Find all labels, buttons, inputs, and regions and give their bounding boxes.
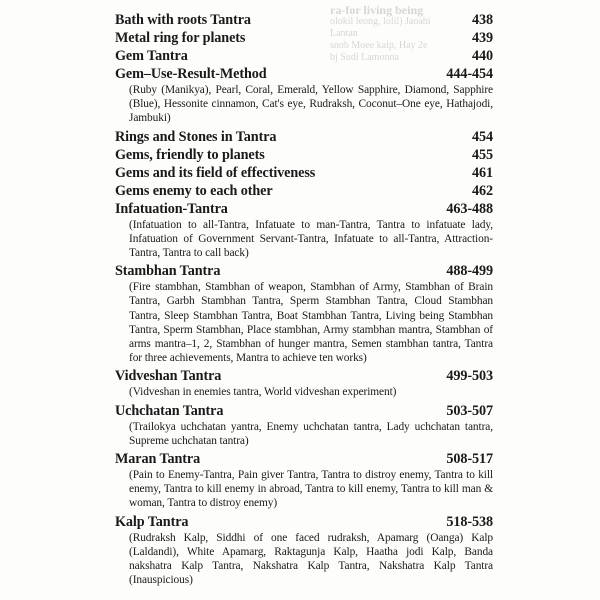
toc-entry-pages: 444-454 [446,66,493,82]
toc-entry-description: (Trailokya uchchatan yantra, Enemy uchchatan tantra, Lady uchchatan tantra, Supreme uchchatan tantra) [129,420,493,447]
bleed-through-line: olokil leong, lolil) Jaoahi Lantan [330,16,431,39]
toc-entry-title: Bath with roots Tantra [115,12,251,28]
toc-entry-title: Vidveshan Tantra [115,368,222,385]
toc-entry [115,182,493,200]
toc-entry-title: Rings and Stones in Tantra [115,128,277,145]
toc-entry-title: Metal ring for planets [115,30,246,46]
bleed-through-line: snob Moee kaip, Hay 2e [330,40,428,51]
toc-entry-title: Kalp Tantra [115,513,189,530]
toc-entry [115,262,493,365]
toc-entry [115,367,493,399]
toc-entry-pages: 455 [472,146,493,163]
toc-entry [115,402,493,448]
bleed-through-line: bj Sudi Lamonna [330,52,399,63]
toc-entry [115,450,493,511]
toc-entry [115,29,493,47]
toc-entry [115,164,493,182]
bleed-through-title: ra-for living being [330,3,424,17]
toc-entry-description: (Ruby (Manikya), Pearl, Coral, Emerald, Yellow Sapphire, Diamond, Sapphire (Blue), Hessonite cinnamon, Cat's eye, Rudraksh, Coconut–One eye, Hathajodi, Jambuki) [129,84,493,125]
toc-entry [115,200,493,261]
toc-entry-pages: 454 [472,128,493,145]
toc-entry-pages: 508-517 [446,451,493,468]
toc-entry-pages: 438 [472,12,493,28]
toc-entry-pages: 518-538 [446,513,493,530]
toc-entry-title: Gems and its field of effectiveness [115,164,316,181]
toc-entry-title: Gems enemy to each other [115,182,273,199]
table-of-contents [115,11,493,589]
toc-entry [115,65,493,126]
toc-entry [115,47,493,65]
toc-entry-description: (Infatuation to all-Tantra, Infatuate to man-Tantra, Tantra to infatuate lady, Infatuation of Government Servant-Tantra, Infatuate to all-Tantra, Attraction-Tantra, Tantra to call back) [129,218,493,260]
toc-entry-pages: 439 [472,30,493,46]
toc-entry-description: (Pain to Enemy-Tantra, Pain giver Tantra, Tantra to distroy enemy, Tantra to kill enemy, Tantra to kill enemy in abroad, Tantra to kill enemy, Tantra to kill man & woman, Tantra to distroy enemy) [129,469,493,510]
toc-entry-pages: 503-507 [446,402,493,419]
toc-entry-title: Infatuation-Tantra [115,200,228,217]
toc-entry [115,146,493,164]
toc-entry [115,11,493,29]
toc-entry-title: Stambhan Tantra [115,263,221,280]
toc-entry [115,128,493,146]
toc-entry-title: Maran Tantra [115,451,201,468]
toc-entry [115,513,493,588]
toc-entry-pages: 440 [472,48,493,64]
toc-entry-pages: 462 [472,182,493,199]
toc-entry-title: Gem Tantra [115,48,188,64]
toc-entry-title: Uchchatan Tantra [115,402,224,419]
toc-entry-description: (Rudraksh Kalp, Siddhi of one faced rudraksh, Apamarg (Oanga) Kalp (Laldandi), White Apamarg, Raktagunja Kalp, Haatha jodi Kalp, Banda nakshatra Kalp Tantra, Nakshatra Kalp Tantra, Nakshatra Kalp Tantra (Inauspicious) [129,531,493,587]
toc-entry-pages: 463-488 [446,200,493,217]
toc-entry-pages: 461 [472,164,493,181]
toc-entry-description: (Fire stambhan, Stambhan of weapon, Stambhan of Army, Stambhan of Brain Tantra, Garbh Stambhan Tantra, Sperm Stambhan Tantra, Cloud Stambhan Tantra, Sleep Stambhan Tantra, Boat Stambhan Tantra, Living being Stambhan Tantra, Sperm Stambhan, Place stambhan, Army stambhan mantra, Stambhan of arms mantra–1, 2, Stambhan of hunger mantra, Semen stambhan tantra, Tantra for three achievements, Mantra to achieve ten works) [129,281,493,365]
toc-entry-title: Gems, friendly to planets [115,146,265,163]
toc-entry-pages: 499-503 [446,368,493,385]
toc-entry-description: (Vidveshan in enemies tantra, World vidveshan experiment) [129,386,397,399]
toc-entry-title: Gem–Use-Result-Method [115,66,267,82]
toc-entry-pages: 488-499 [446,263,493,280]
